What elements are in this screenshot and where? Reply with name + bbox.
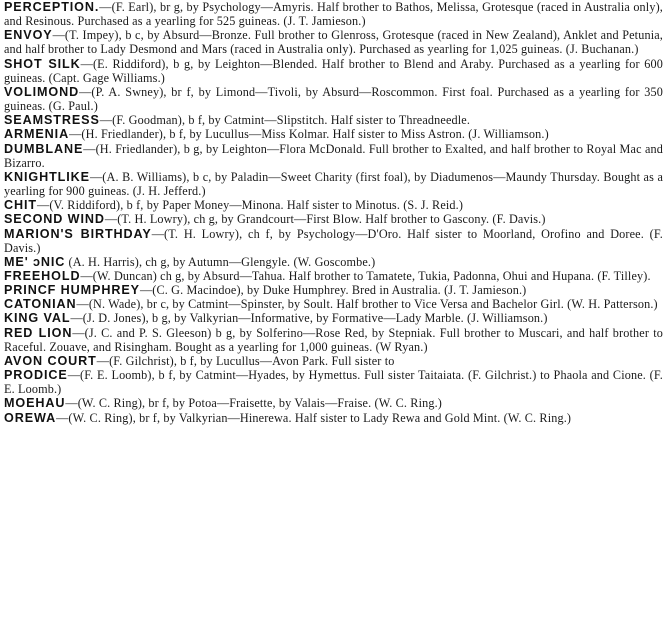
horse-name: RED LION xyxy=(4,325,73,340)
entry-text: —(F. Gilchrist), b f, by Lucullus—Avon Park. Full sister to xyxy=(96,353,395,368)
horse-name: MOEHAU xyxy=(4,396,66,411)
entry-marions-birthday xyxy=(4,227,663,255)
entry-text: —(F. Goodman), b f, by Catmint—Slipstitch. Half sister to Threadneedle. xyxy=(99,113,471,128)
entry-avon-court xyxy=(4,354,663,368)
entry-text: —(V. Riddiford), b f, by Paper Money—Minona. Half sister to Minotus. (S. J. Reid.) xyxy=(36,198,464,213)
horse-name: MARION'S BIRTHDAY xyxy=(4,226,152,241)
entry-envoy xyxy=(4,28,663,56)
entry-knightlike xyxy=(4,170,663,198)
entry-red-lion xyxy=(4,326,663,354)
entry-shot-silk xyxy=(4,57,663,85)
entry-moehau xyxy=(4,396,663,410)
entry-text: —(H. Friedlander), b g, by Leighton—Flora McDonald. Full brother to Exalted, and half brother to Royal Mac and Bizarro. xyxy=(4,141,663,170)
entry-armenia xyxy=(4,127,663,141)
entry-prince-humphrey xyxy=(4,283,663,297)
entry-text: —(W. C. Ring), br f, by Valkyrian—Hinerewa. Half sister to Lady Rewa and Gold Mint. (W. C. Ring.) xyxy=(56,410,572,425)
entry-king-val xyxy=(4,311,663,325)
horse-name: SEAMSTRESS xyxy=(4,113,100,128)
entry-dumblane xyxy=(4,142,663,170)
horse-name: SECOND WIND xyxy=(4,212,105,227)
horse-name: VOLIMOND xyxy=(4,84,80,99)
entry-text: —(F. E. Loomb), b f, by Catmint—Hyades, by Hymettus. Full sister Taitaiata. (F. Gilchrist.) to Phaola and Cione. (F. E. Loomb.) xyxy=(4,368,663,397)
entry-freehold xyxy=(4,269,663,283)
entry-text: —(P. A. Swney), br f, by Limond—Tivoli, by Absurd—Roscommon. First foal. Purchased as a yearling for 350 guineas. (G. Paul.) xyxy=(4,84,663,114)
horse-name: KNIGHTLIKE xyxy=(4,169,90,184)
entry-text: —(J. D. Jones), b g, by Valkyrian—Informative, by Formative—Lady Marble. (J. Williamson.) xyxy=(70,311,548,326)
entry-text: —(W. Duncan) ch g, by Absurd—Tahua. Half brother to Tamatete, Tukia, Padonna, Ohui and Hupana. (F. Tilley). xyxy=(80,268,651,283)
entry-text: —(J. C. and P. S. Gleeson) b g, by Solferino—Rose Red, by Stepniak. Full brother to Muscari, and half brother to Raceful. Zouave, and Risingham. Bought as a yearling for 1,000 guineas. (W Ryan.) xyxy=(4,325,663,354)
horse-name: ARMENIA xyxy=(4,127,70,142)
horse-name: KING VAL xyxy=(4,311,71,326)
entry-text: —(T. H. Lowry), ch f, by Psychology—D'Oro. Half sister to Moorland, Orofino and Doree. (F. Davis.) xyxy=(4,226,663,255)
horse-name: FREEHOLD xyxy=(4,268,81,283)
horse-name: PRINCF HUMPHREY xyxy=(4,283,140,298)
horse-name: PERCEPTION. xyxy=(4,0,100,14)
horse-name: DUMBLANE xyxy=(4,141,84,156)
entry-orewa xyxy=(4,411,663,425)
horse-name: CATONIAN xyxy=(4,297,77,312)
entry-text: (A. H. Harris), ch g, by Autumn—Glengyle. (W. Goscombe.) xyxy=(68,254,376,269)
horse-name: SHOT SILK xyxy=(4,56,81,71)
entry-text: —(H. Friedlander), b f, by Lucullus—Miss Kolmar. Half sister to Miss Astron. (J. Williamson.) xyxy=(69,127,549,142)
entry-text: —(F. Earl), br g, by Psychology—Amyris. Half brother to Bathos, Melissa, Grotesque (raced in Australia only), and Resinous. Purchased as a yearling for 525 guineas. (J. T. Jamieson.) xyxy=(4,0,663,29)
entry-volimond xyxy=(4,85,663,113)
entry-text: —(C. G. Macindoe), by Duke Humphrey. Bred in Australia. (J. T. Jamieson.) xyxy=(139,283,527,298)
entry-text: —(T. H. Lowry), ch g, by Grandcourt—First Blow. Half brother to Gascony. (F. Davis.) xyxy=(104,212,546,227)
entry-text: —(N. Wade), br c, by Catmint—Spinster, by Soult. Half brother to Vice Versa and Bachelor Girl. (W. H. Patterson.) xyxy=(76,297,658,312)
entry-text: —(T. Impey), b c, by Absurd—Bronze. Full brother to Glenross, Grotesque (raced in New Zealand), Anklet and Petunia, and half brother to Lady Desmond and Mars (raced in Australia only). Purchased as yearling for 1,025 guineas. (J. Buchanan.) xyxy=(4,28,663,57)
entry-perception xyxy=(4,0,663,28)
entry-text: —(E. Riddiford), b g, by Leighton—Blended. Half brother to Blend and Araby. Purchased as a yearling for 600 guineas. (Capt. Gage Williams.) xyxy=(4,56,663,85)
horse-name: ENVOY xyxy=(4,28,53,43)
horse-name: PRODICE xyxy=(4,368,68,383)
horse-name: ME' ɔNIC xyxy=(4,254,66,269)
entry-second-wind xyxy=(4,212,663,226)
entry-mesonic xyxy=(4,255,663,269)
horse-name: AVON COURT xyxy=(4,353,97,368)
entry-chit xyxy=(4,198,663,212)
entry-seamstress xyxy=(4,113,663,127)
entry-text: —(W. C. Ring), br f, by Potoa—Fraisette, by Valais—Fraise. (W. C. Ring.) xyxy=(65,396,442,411)
horse-name: CHIT xyxy=(4,198,37,213)
entry-catonian xyxy=(4,297,663,311)
horse-name: OREWA xyxy=(4,410,57,425)
entry-text: —(A. B. Williams), b c, by Paladin—Sweet Charity (first foal), by Diadumenos—Maundy Thursday. Bought as a yearling for 900 guineas. (J. H. Jefferd.) xyxy=(4,169,663,199)
entry-prodice xyxy=(4,368,663,396)
